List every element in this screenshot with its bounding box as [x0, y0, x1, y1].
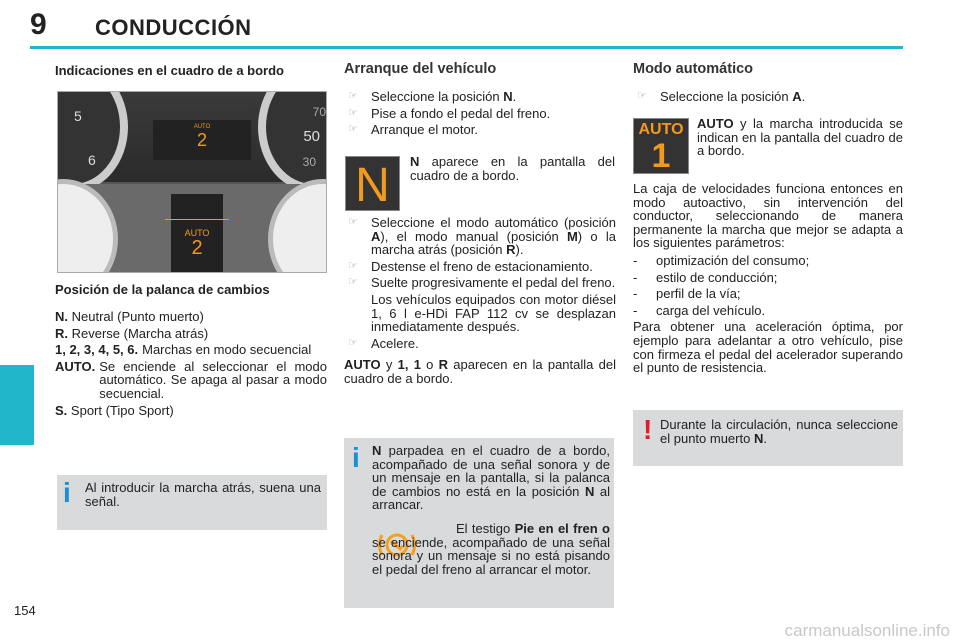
info-box: i N parpadea en el cuadro de a bordo, acompañado de una señal sonora y de un mensaje en la pantalla, si la palanca de cambios no está en la posición N al arrancar. El testigo Pie en el fren o se enciende, acompañado de una señal sonora y un mensaje si no está pisando el pedal del freno al arrancar el motor. [344, 438, 614, 608]
pointing-hand-icon: ☞ [348, 259, 358, 272]
n-display-text: N aparece en la pantalla del cuadro de a bordo. [410, 154, 615, 183]
section-heading: Modo automático [633, 61, 754, 77]
header-rule [30, 46, 903, 49]
gauge-label: 5 [74, 108, 82, 124]
chapter-title: CONDUCCIÓN [95, 15, 252, 40]
watermark: carmanualsonline.info [784, 621, 950, 640]
auto-display-text: AUTO y la marcha introducida se indican en la pantalla del cuadro de a bordo. [697, 116, 903, 159]
pointing-hand-icon: ☞ [348, 216, 358, 228]
list-item: - carga del vehículo. [633, 302, 766, 318]
list-item: - estilo de conducción; [633, 269, 778, 285]
info-icon: i [352, 442, 360, 473]
list-item: AUTO. Se enciende al seleccionar el modo automático. Se apaga al pasar a modo secuencial. [55, 358, 327, 401]
list-item: R. Reverse (Marcha atrás) [55, 325, 209, 341]
step-note: Los vehículos equipados con motor diésel 1, 6 l e-HDi FAP 112 cv se desplazan inmediatamente después. [371, 291, 616, 335]
gauge-label: 6 [88, 152, 96, 168]
step-item: ☞ Seleccione la posición A. [637, 89, 806, 104]
section-heading: Arranque del vehículo [344, 61, 497, 77]
step-item: ☞ Seleccione la posición N. [348, 89, 517, 104]
gauge-label: 50 [303, 128, 320, 145]
pointing-hand-icon: ☞ [348, 276, 358, 289]
steps-list [344, 216, 616, 386]
result-text: AUTO y 1, 1 o R aparecen en la pantalla del cuadro de a bordo. [344, 357, 616, 386]
auto-display-icon: AUTO 1 [633, 118, 689, 174]
dashboard-image [57, 91, 327, 273]
neutral-display-icon: N [345, 156, 400, 211]
chapter-number: 9 [30, 8, 47, 41]
pointing-hand-icon: ☞ [348, 106, 358, 119]
list-item: - perfil de la vía; [633, 286, 741, 302]
step-item: ☞ Pise a fondo el pedal del freno. [348, 105, 551, 121]
body-text: La caja de velocidades funciona entonces en modo autoactivo, sin intervención del conductor, seleccionando de manera permanente la marcha que mejor se adapta a los siguientes parámetros: - optimización del consumo; - estilo de conducción; - perfil de la vía; - carga del vehículo. Para obtener una aceleración óptima, por ejemplo para adelantar a otro vehículo, pise con firmeza el pedal del acelerador superando el punto de resistencia. [633, 181, 903, 376]
dash-display: AUTO 2 [171, 194, 223, 272]
figure-caption: Posición de la palanca de cambios [55, 282, 270, 297]
step-item: ☞ Suelte progresivamente el pedal del freno. [348, 275, 616, 291]
chapter-tab [0, 365, 34, 445]
pointing-hand-icon: ☞ [637, 90, 647, 102]
info-box: i Al introducir la marcha atrás, suena una señal. [57, 475, 327, 530]
list-item: - optimización del consumo; [633, 252, 810, 268]
step-item: ☞ Seleccione el modo automático (posición A), el modo manual (posición M) o la marcha atrás (posición R). [348, 215, 616, 258]
section-heading: Indicaciones en el cuadro de a bordo [55, 63, 284, 78]
warning-box: ! Durante la circulación, nunca seleccione el punto muerto N. [633, 410, 903, 466]
gear-position-list [55, 310, 327, 417]
dash-display: AUTO 2 [153, 120, 251, 160]
steps-list [344, 90, 616, 140]
pointing-hand-icon: ☞ [348, 336, 358, 349]
warning-icon: ! [643, 414, 653, 445]
pointing-hand-icon: ☞ [348, 123, 358, 136]
list-item: N. Neutral (Punto muerto) [55, 309, 204, 324]
step-item: ☞ Arranque el motor. [348, 122, 478, 138]
step-item: ☞ Acelere. [348, 335, 419, 351]
step-item: ☞ Destense el freno de estacionamiento. [348, 258, 593, 274]
pointing-hand-icon: ☞ [348, 90, 358, 102]
gauge-label: 70 [312, 105, 326, 119]
list-item: 1, 2, 3, 4, 5, 6. Marchas en modo secuencial [55, 342, 312, 358]
gauge-label: 30 [302, 155, 316, 169]
info-icon: i [63, 477, 71, 508]
list-item: S. Sport (Tipo Sport) [55, 402, 174, 418]
page-number: 154 [14, 603, 36, 618]
